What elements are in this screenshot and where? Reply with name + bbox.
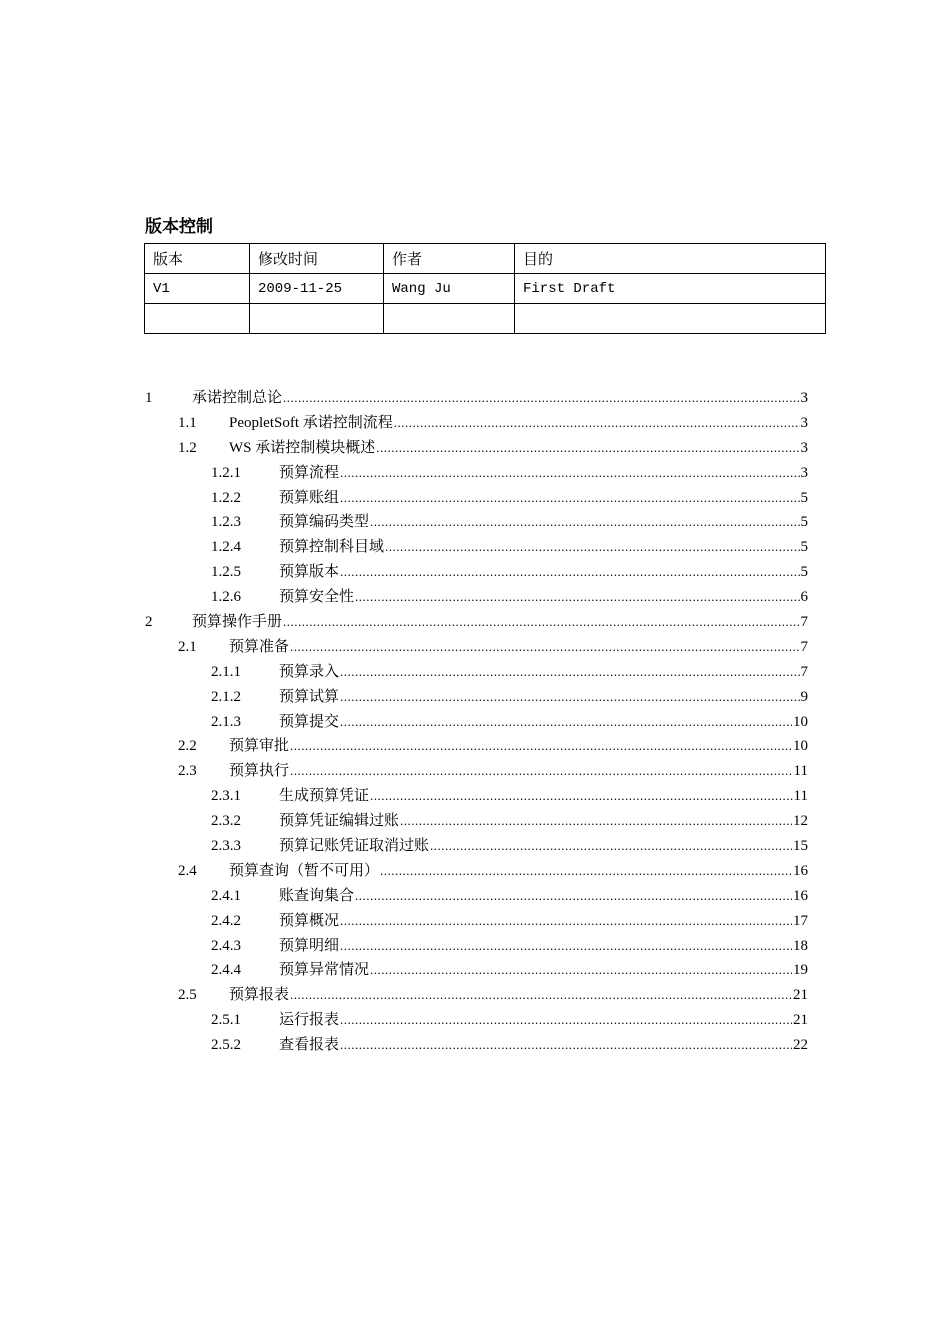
- toc-entry[interactable]: [145, 436, 808, 461]
- table-row: [145, 304, 826, 334]
- toc-entry-title: 预算查询（暂不可用）: [229, 859, 380, 884]
- toc-entry-page: 9: [800, 688, 808, 705]
- toc-entry-number: 1.2.5: [211, 564, 241, 581]
- toc-entry[interactable]: [145, 909, 808, 934]
- toc-entry-number: 2.1.2: [211, 688, 241, 705]
- toc-entry-page: 17: [793, 912, 808, 929]
- toc-entry-number: 1.2.1: [211, 464, 241, 481]
- toc-dot-leader: [340, 710, 792, 735]
- toc-entry-page: 7: [800, 638, 808, 655]
- toc-dot-leader: [380, 859, 792, 884]
- toc-entry[interactable]: [145, 983, 808, 1008]
- toc-entry[interactable]: [145, 510, 808, 535]
- toc-entry-line: [192, 610, 808, 635]
- toc-entry-number: 2.3.3: [211, 838, 241, 855]
- toc-entry-title: 预算操作手册: [192, 610, 283, 635]
- toc-entry-title: 承诺控制总论: [192, 386, 283, 411]
- toc-dot-leader: [290, 759, 793, 784]
- toc-dot-leader: [340, 1008, 792, 1033]
- toc-entry-line: [279, 660, 808, 685]
- toc-dot-leader: [370, 784, 793, 809]
- toc-entry-number: 2.5: [178, 987, 197, 1004]
- toc-entry[interactable]: [145, 859, 808, 884]
- header-purpose: 目的: [515, 244, 826, 274]
- toc-dot-leader: [355, 884, 792, 909]
- toc-entry-page: 5: [800, 564, 808, 581]
- toc-entry-page: 6: [800, 589, 808, 606]
- toc-entry-title: PeopletSoft 承诺控制流程: [229, 411, 394, 436]
- toc-entry-title: 预算试算: [279, 685, 340, 710]
- toc-entry-line: [279, 1033, 808, 1058]
- toc-entry-page: 5: [800, 539, 808, 556]
- toc-entry-page: 11: [793, 763, 808, 780]
- toc-entry-line: [279, 685, 808, 710]
- toc-entry-number: 2.4.3: [211, 937, 241, 954]
- toc-entry-number: 1.2.6: [211, 589, 241, 606]
- toc-entry-page: 5: [800, 489, 808, 506]
- toc-entry[interactable]: [145, 486, 808, 511]
- toc-dot-leader: [340, 486, 799, 511]
- toc-entry[interactable]: [145, 958, 808, 983]
- toc-dot-leader: [376, 436, 799, 461]
- toc-entry-page: 7: [800, 614, 808, 631]
- toc-entry-title: 预算明细: [279, 934, 340, 959]
- toc-dot-leader: [340, 685, 799, 710]
- toc-entry-page: 7: [800, 663, 808, 680]
- toc-entry-line: [279, 461, 808, 486]
- toc-entry-line: [229, 983, 808, 1008]
- toc-entry-line: [279, 560, 808, 585]
- cell-author: [384, 304, 515, 334]
- toc-entry-line: [229, 436, 808, 461]
- header-modified-time: 修改时间: [250, 244, 384, 274]
- toc-entry-line: [279, 710, 808, 735]
- cell-author: Wang Ju: [384, 274, 515, 304]
- toc-entry-number: 2.5.2: [211, 1037, 241, 1054]
- toc-dot-leader: [370, 510, 799, 535]
- cell-version: V1: [145, 274, 250, 304]
- toc-entry-number: 2.1.1: [211, 663, 241, 680]
- toc-entry-title: WS 承诺控制模块概述: [229, 436, 376, 461]
- toc-entry-line: [279, 834, 808, 859]
- toc-entry-page: 10: [793, 738, 808, 755]
- toc-entry-page: 18: [793, 937, 808, 954]
- toc-entry-title: 预算执行: [229, 759, 290, 784]
- page-title: 版本控制: [145, 217, 213, 237]
- toc-entry-line: [229, 734, 808, 759]
- toc-entry-line: [279, 1008, 808, 1033]
- toc-entry-title: 预算报表: [229, 983, 290, 1008]
- toc-entry-page: 3: [800, 390, 808, 406]
- toc-dot-leader: [340, 1033, 792, 1058]
- toc-entry-line: [229, 411, 808, 436]
- toc-dot-leader: [290, 734, 792, 759]
- toc-entry-number: 1.2.4: [211, 539, 241, 556]
- toc-entry[interactable]: [145, 535, 808, 560]
- toc-entry-number: 2.5.1: [211, 1012, 241, 1029]
- toc-entry[interactable]: [145, 809, 808, 834]
- toc-entry-number: 2.4.1: [211, 887, 241, 904]
- toc-entry-line: [279, 784, 808, 809]
- toc-entry[interactable]: [145, 734, 808, 759]
- toc-entry-page: 11: [793, 788, 808, 805]
- toc-entry[interactable]: [145, 934, 808, 959]
- toc-entry-title: 预算编码类型: [279, 510, 370, 535]
- version-control-table: [144, 243, 826, 334]
- cell-modified-time: [250, 304, 384, 334]
- toc-entry-page: 16: [793, 862, 808, 879]
- toc-entry-page: 5: [800, 514, 808, 531]
- toc-dot-leader: [340, 461, 799, 486]
- toc-dot-leader: [394, 411, 800, 436]
- toc-entry-page: 3: [800, 464, 808, 481]
- table-header-row: [145, 244, 826, 274]
- toc-entry-page: 21: [793, 1012, 808, 1029]
- toc-entry[interactable]: [145, 1008, 808, 1033]
- toc-entry-line: [279, 535, 808, 560]
- cell-purpose: First Draft: [515, 274, 826, 304]
- toc-entry-page: 19: [793, 962, 808, 979]
- toc-entry[interactable]: [145, 585, 808, 610]
- toc-entry-line: [279, 958, 808, 983]
- cell-version: [145, 304, 250, 334]
- toc-entry-title: 预算安全性: [279, 585, 355, 610]
- cell-modified-time: 2009-11-25: [250, 274, 384, 304]
- toc-entry-line: [279, 909, 808, 934]
- header-version: 版本: [145, 244, 250, 274]
- toc-entry-title: 生成预算凭证: [279, 784, 370, 809]
- toc-entry-number: 2.4.2: [211, 912, 241, 929]
- toc-entry-title: 预算异常情况: [279, 958, 370, 983]
- toc-entry-line: [279, 486, 808, 511]
- toc-entry-number: 2.1.3: [211, 713, 241, 730]
- toc-entry-title: 预算账组: [279, 486, 340, 511]
- toc-dot-leader: [283, 386, 799, 411]
- toc-entry-title: 预算记账凭证取消过账: [279, 834, 430, 859]
- toc-dot-leader: [283, 610, 799, 635]
- toc-entry-number: 2.3.1: [211, 788, 241, 805]
- toc-entry-line: [279, 809, 808, 834]
- toc-dot-leader: [290, 983, 792, 1008]
- toc-entry-page: 22: [793, 1037, 808, 1054]
- toc-entry-title: 预算提交: [279, 710, 340, 735]
- toc-entry-page: 16: [793, 887, 808, 904]
- toc-entry[interactable]: [145, 1033, 808, 1058]
- toc-entry-title: 预算流程: [279, 461, 340, 486]
- toc-dot-leader: [430, 834, 792, 859]
- toc-entry[interactable]: [145, 784, 808, 809]
- toc-entry[interactable]: [145, 884, 808, 909]
- toc-entry-page: 12: [793, 813, 808, 830]
- toc-entry-line: [279, 884, 808, 909]
- header-author: 作者: [384, 244, 515, 274]
- toc-entry[interactable]: [145, 461, 808, 486]
- toc-entry-number: 2.2: [178, 738, 197, 755]
- toc-entry-number: 1.2: [178, 439, 197, 456]
- toc-entry[interactable]: [145, 685, 808, 710]
- table-of-contents: [145, 386, 808, 1058]
- toc-entry[interactable]: [145, 411, 808, 436]
- toc-entry[interactable]: [145, 386, 808, 411]
- toc-entry-number: 2.3: [178, 763, 197, 780]
- toc-entry-number: 2: [145, 614, 153, 631]
- toc-entry[interactable]: [145, 610, 808, 635]
- toc-dot-leader: [340, 660, 799, 685]
- toc-entry-title: 预算控制科目域: [279, 535, 385, 560]
- toc-entry-page: 15: [793, 838, 808, 855]
- toc-entry-number: 1.2.2: [211, 489, 241, 506]
- toc-entry-line: [279, 510, 808, 535]
- toc-entry-number: 2.1: [178, 638, 197, 655]
- toc-dot-leader: [355, 585, 799, 610]
- toc-dot-leader: [290, 635, 799, 660]
- toc-entry-line: [192, 386, 808, 411]
- toc-entry-number: 1.2.3: [211, 514, 241, 531]
- toc-entry-title: 预算准备: [229, 635, 290, 660]
- toc-entry[interactable]: [145, 759, 808, 784]
- cell-purpose: [515, 304, 826, 334]
- toc-entry-page: 21: [793, 987, 808, 1004]
- toc-entry-line: [279, 934, 808, 959]
- toc-entry-page: 3: [800, 439, 808, 456]
- toc-entry-title: 预算录入: [279, 660, 340, 685]
- toc-entry-line: [229, 859, 808, 884]
- table-row: [145, 274, 826, 304]
- toc-entry[interactable]: [145, 834, 808, 859]
- toc-entry-number: 2.3.2: [211, 813, 241, 830]
- toc-entry-title: 预算审批: [229, 734, 290, 759]
- toc-dot-leader: [400, 809, 792, 834]
- toc-entry-title: 运行报表: [279, 1008, 340, 1033]
- toc-entry-number: 1: [145, 390, 153, 406]
- toc-entry-line: [229, 635, 808, 660]
- toc-entry[interactable]: [145, 710, 808, 735]
- toc-entry-page: 10: [793, 713, 808, 730]
- toc-entry-number: 2.4: [178, 862, 197, 879]
- toc-entry[interactable]: [145, 560, 808, 585]
- toc-dot-leader: [385, 535, 799, 560]
- toc-entry-title: 查看报表: [279, 1033, 340, 1058]
- toc-dot-leader: [340, 909, 792, 934]
- toc-entry-title: 预算版本: [279, 560, 340, 585]
- toc-entry[interactable]: [145, 635, 808, 660]
- toc-dot-leader: [340, 560, 799, 585]
- toc-entry-title: 账查询集合: [279, 884, 355, 909]
- toc-entry-line: [279, 585, 808, 610]
- toc-entry-page: 3: [800, 414, 808, 431]
- toc-entry-title: 预算概况: [279, 909, 340, 934]
- toc-entry-title: 预算凭证编辑过账: [279, 809, 400, 834]
- toc-dot-leader: [340, 934, 792, 959]
- toc-entry-line: [229, 759, 808, 784]
- toc-entry[interactable]: [145, 660, 808, 685]
- toc-entry-number: 2.4.4: [211, 962, 241, 979]
- toc-dot-leader: [370, 958, 792, 983]
- toc-entry-number: 1.1: [178, 414, 197, 431]
